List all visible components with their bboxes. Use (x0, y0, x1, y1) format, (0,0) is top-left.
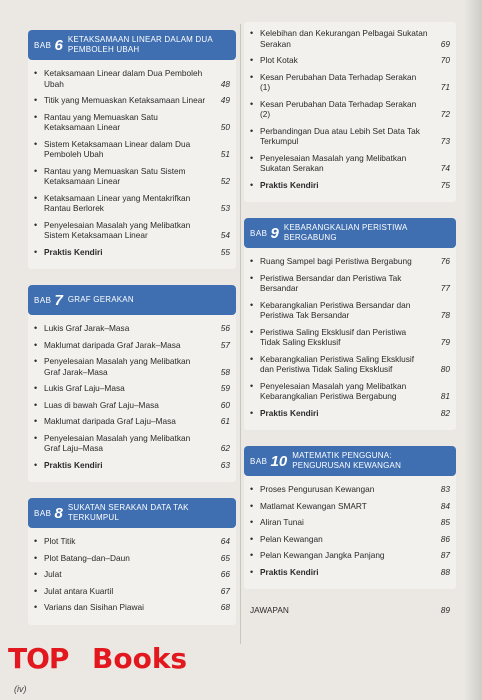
toc-entry[interactable]: • Plot Kotak 70 (250, 55, 450, 65)
toc-entry[interactable]: • Perbandingan Dua atau Lebih Set Data Tak Terkumpul 73 (250, 125, 450, 146)
bab-label: BAB (250, 456, 268, 466)
toc-entry[interactable]: • Pelan Kewangan Jangka Panjang 87 (250, 550, 450, 560)
toc-entry[interactable]: • Julat antara Kuartil 67 (34, 585, 230, 596)
toc-entry-praktis[interactable]: • Praktis Kendiri 63 (34, 459, 230, 470)
chapter-8-continued (244, 22, 456, 202)
toc-entry[interactable]: • Peristiwa Saling Eksklusif dan Peristiwa Tidak Saling Eksklusif 79 (250, 326, 450, 347)
toc-entry-praktis[interactable]: • Praktis Kendiri 55 (34, 246, 230, 257)
chapter-6-section (28, 30, 236, 269)
toc-entry[interactable]: • Kesan Perubahan Data Terhadap Serakan (1) 71 (250, 71, 450, 92)
chapter-9-list (250, 256, 450, 418)
chapter-10-section (244, 446, 456, 589)
chapter-number: 10 (270, 452, 288, 470)
toc-entry[interactable]: • Ketaksamaan Linear dalam Dua Pemboleh Ubah 48 (34, 68, 230, 89)
toc-entry[interactable]: • Ketaksamaan Linear yang Mentakrifkan Rantau Berlorek 53 (34, 192, 230, 213)
bab-label: BAB (34, 40, 52, 50)
toc-entry[interactable]: • Plot Batang–dan–Daun 65 (34, 552, 230, 563)
page-edge-shadow (464, 0, 482, 700)
chapter-title: KETAKSAMAAN LINEAR DALAM DUA PEMBOLEH UBAH (67, 35, 213, 54)
toc-entry[interactable]: • Luas di bawah Graf Laju–Masa 60 (34, 399, 230, 410)
toc-entry-jawapan[interactable]: JAWAPAN 89 (250, 605, 450, 615)
toc-entry[interactable]: • Penyelesaian Masalah yang Melibatkan Graf Jarak–Masa 58 (34, 356, 230, 377)
chapter-10-banner (244, 446, 456, 476)
chapter-6-banner (28, 30, 236, 60)
toc-entry-praktis[interactable]: • Praktis Kendiri 82 (250, 407, 450, 418)
chapter-8-banner (28, 498, 236, 528)
logo-text-top: TOP (8, 642, 69, 675)
bab-label: BAB (250, 228, 268, 238)
toc-entry[interactable]: • Maklumat daripada Graf Laju–Masa 61 (34, 416, 230, 426)
toc-entry[interactable]: • Penyelesaian Masalah yang Melibatkan Sistem Ketaksamaan Linear 54 (34, 219, 230, 240)
chapter-title: MATEMATIK PENGGUNA: PENGURUSAN KEWANGAN (292, 451, 402, 470)
toc-entry[interactable]: • Rantau yang Memuaskan Satu Ketaksamaan Linear 50 (34, 111, 230, 132)
chapter-7-list (34, 323, 230, 470)
toc-entry[interactable]: • Aliran Tunai 85 (250, 517, 450, 527)
toc-entry[interactable]: • Plot Titik 64 (34, 536, 230, 546)
bab-label: BAB (34, 508, 52, 518)
chapter-10-list (250, 484, 450, 577)
toc-entry-praktis[interactable]: • Praktis Kendiri 88 (250, 566, 450, 577)
chapter-8-section (28, 498, 236, 625)
chapter-title: GRAF GERAKAN (67, 295, 134, 304)
toc-entry[interactable]: • Penyelesaian Masalah yang Melibatkan Graf Laju–Masa 62 (34, 432, 230, 453)
toc-entry[interactable]: • Rantau yang Memuaskan Satu Sistem Ketaksamaan Linear 52 (34, 165, 230, 186)
chapter-9-banner (244, 218, 456, 248)
right-column (244, 22, 456, 615)
toc-entry[interactable]: • Ruang Sampel bagi Peristiwa Bergabung 76 (250, 256, 450, 266)
logo-text-books: Books (92, 642, 188, 675)
toc-entry[interactable]: • Peristiwa Bersandar dan Peristiwa Tak Bersandar 77 (250, 272, 450, 293)
chapter-7-banner (28, 285, 236, 315)
chapter-8-list (34, 536, 230, 613)
chapter-6-list (34, 68, 230, 257)
toc-entry[interactable]: • Kelebihan dan Kekurangan Pelbagai Sukatan Serakan 69 (250, 28, 450, 49)
toc-entry[interactable]: • Pelan Kewangan 86 (250, 533, 450, 544)
toc-entry[interactable]: • Sistem Ketaksamaan Linear dalam Dua Pemboleh Ubah 51 (34, 138, 230, 159)
toc-entry[interactable]: • Julat 66 (34, 569, 230, 579)
toc-entry[interactable]: • Titik yang Memuaskan Ketaksamaan Linear 49 (34, 95, 230, 105)
chapter-number: 9 (270, 224, 279, 242)
toc-entry[interactable]: • Varians dan Sisihan Piawai 68 (34, 602, 230, 612)
chapter-title: KEBARANGKALIAN PERISTIWA BERGABUNG (283, 223, 408, 242)
toc-entry[interactable]: • Lukis Graf Jarak–Masa 56 (34, 323, 230, 333)
toc-entry[interactable]: • Maklumat daripada Graf Jarak–Masa 57 (34, 339, 230, 350)
toc-entry[interactable]: • Kesan Perubahan Data Terhadap Serakan (2) 72 (250, 98, 450, 119)
page-number: (iv) (14, 684, 27, 694)
toc-entry[interactable]: • Penyelesaian Masalah yang Melibatkan Kebarangkalian Peristiwa Bergabung 81 (250, 380, 450, 401)
topbooks-logo (8, 638, 188, 678)
toc-entry[interactable]: • Proses Pengurusan Kewangan 83 (250, 484, 450, 494)
bab-label: BAB (34, 295, 52, 305)
chapter-number: 8 (54, 504, 63, 522)
toc-entry-praktis[interactable]: • Praktis Kendiri 75 (250, 179, 450, 190)
chapter-7-section (28, 285, 236, 482)
toc-entry[interactable]: • Penyelesaian Masalah yang Melibatkan Sukatan Serakan 74 (250, 152, 450, 173)
toc-entry[interactable]: • Kebarangkalian Peristiwa Bersandar dan Peristiwa Tak Bersandar 78 (250, 299, 450, 320)
toc-entry[interactable]: • Lukis Graf Laju–Masa 59 (34, 383, 230, 393)
chapter-number: 6 (54, 36, 63, 54)
chapter-8-continued-list (250, 28, 450, 190)
column-divider (240, 24, 241, 644)
toc-entry[interactable]: • Matlamat Kewangan SMART 84 (250, 500, 450, 511)
chapter-number: 7 (54, 291, 63, 309)
toc-entry[interactable]: • Kebarangkalian Peristiwa Saling Eksklusif dan Peristiwa Tidak Saling Eksklusif 80 (250, 353, 450, 374)
left-column (28, 30, 236, 641)
chapter-title: SUKATAN SERAKAN DATA TAK TERKUMPUL (67, 503, 189, 522)
chapter-9-section (244, 218, 456, 430)
